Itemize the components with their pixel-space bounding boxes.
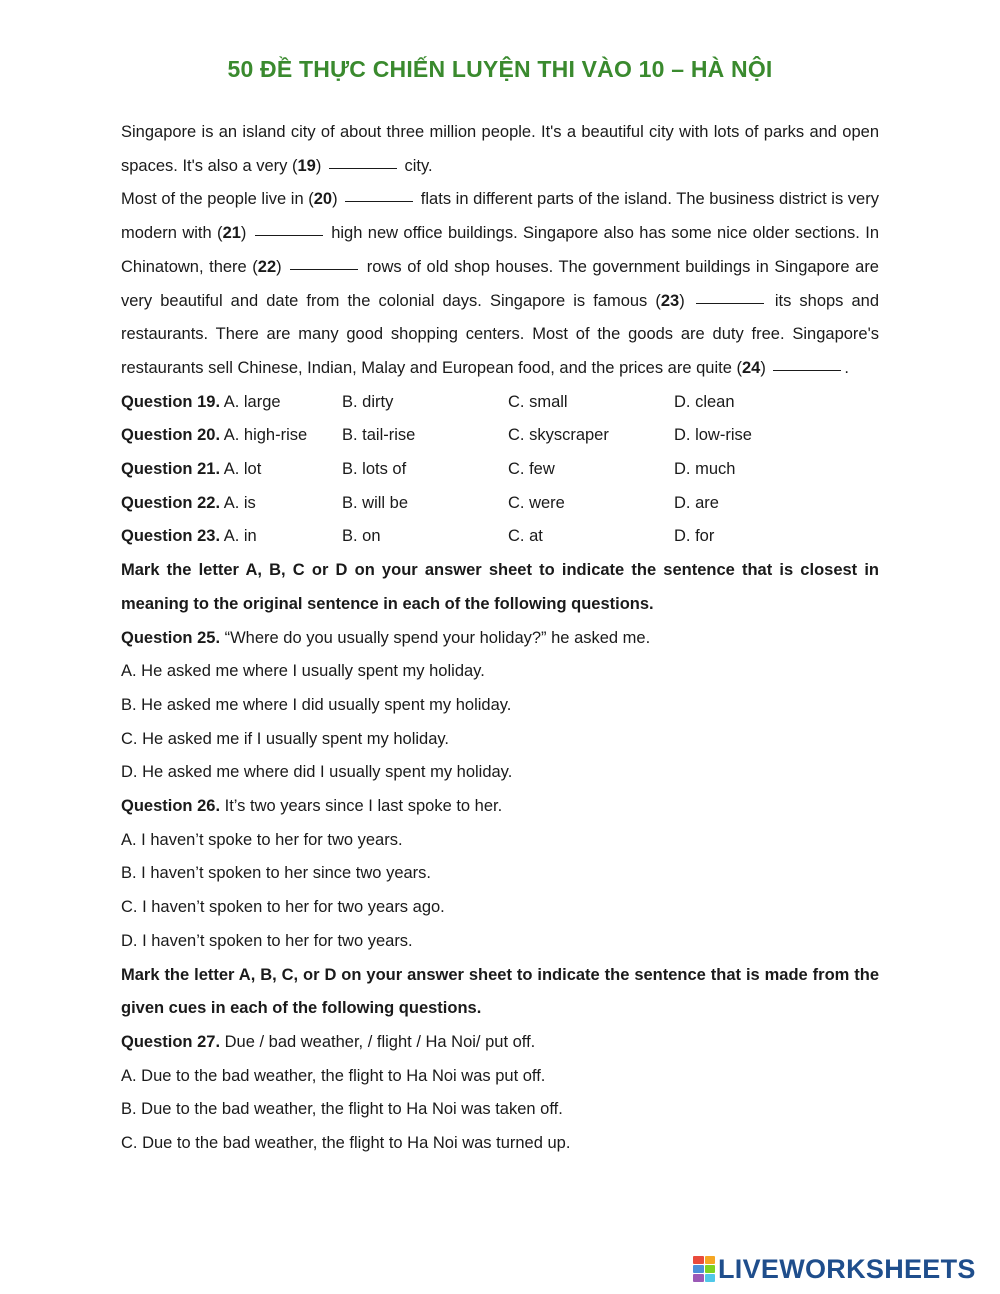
option-d[interactable]: D. for [674,527,715,546]
logo-block [705,1274,716,1282]
passage-text: ) [760,358,771,377]
liveworksheets-logo-icon [693,1256,715,1282]
blank-19[interactable] [329,167,397,169]
blank-23[interactable] [696,302,764,304]
logo-text: LIVEWORKSHEETS [718,1253,976,1284]
blank-20[interactable] [345,200,413,202]
question-label: Question 26. [121,797,221,816]
answer-option[interactable]: A. Due to the bad weather, the flight to Ha Noi was put off. [121,1066,546,1085]
passage-text: flats in different parts of the island. The business district is very modern with ( [121,190,879,243]
passage-text: Most of the people live in ( [121,190,314,209]
question-row-19 [121,386,879,420]
passage-text: ) [240,224,252,243]
blank-number-24: 24 [741,358,761,377]
answer-option[interactable]: A. I haven’t spoke to her for two years. [121,830,403,849]
question-text: It’s two years since I last spoke to her. [220,797,503,816]
option-b[interactable]: B. will be [342,493,409,512]
logo-block [705,1265,716,1273]
option-a[interactable]: A. large [223,392,281,411]
option-d[interactable]: D. much [674,460,736,479]
blank-number-22: 22 [257,257,277,276]
question-row-22 [121,487,879,521]
passage-text: high new office buildings. Singapore also has some nice older sections. In Chinatown, there ( [121,224,880,276]
passage-text: rows of old shop houses. The government buildings in Singapore are very beautiful and date from the colonial days. Singapore is famous ( [121,257,879,310]
question-row-20 [121,419,879,453]
question-label: Question 23. [121,527,221,546]
option-a[interactable]: A. lot [223,460,262,479]
question-stem [121,790,879,824]
passage-text: ) [315,156,326,175]
answer-option[interactable]: B. Due to the bad weather, the flight to Ha Noi was taken off. [121,1100,563,1119]
blank-number-19: 19 [297,156,316,175]
question-text: “Where do you usually spend your holiday?” he asked me. [220,628,651,647]
answer-option[interactable]: C. He asked me if I usually spent my holiday. [121,729,450,748]
question-label: Question 19. [121,392,221,411]
answer-option[interactable]: D. He asked me where did I usually spent my holiday. [121,763,513,782]
worksheet-content [121,116,879,1161]
option-a[interactable]: A. is [223,493,256,512]
option-c[interactable]: C. few [508,460,555,479]
answer-option[interactable]: D. I haven’t spoken to her for two years. [121,931,413,950]
option-c[interactable]: C. small [508,392,568,411]
option-c[interactable]: C. at [508,527,543,546]
option-d[interactable]: D. are [674,493,719,512]
section-instruction: Mark the letter A, B, C or D on your answer sheet to indicate the sentence that is closest in meaning to the original sentence in each of the following questions. [121,561,879,613]
logo-block [693,1274,704,1282]
blank-22[interactable] [290,268,358,270]
passage-text: ) [332,190,343,209]
logo-block [693,1265,704,1273]
blank-24[interactable] [773,369,841,371]
blank-number-23: 23 [660,291,680,310]
blank-21[interactable] [255,234,323,236]
section-instruction: Mark the letter A, B, C, or D on your answer sheet to indicate the sentence that is made from the given cues in each of the following questions. [121,965,879,1018]
question-label: Question 27. [121,1032,221,1051]
question-label: Question 22. [121,493,221,512]
logo-block [705,1256,716,1264]
passage-text: . [844,358,850,377]
liveworksheets-logo[interactable] [693,1252,976,1286]
passage-text: Singapore is an island city of about three million people. It's a beautiful city with lots of parks and open spaces. It's also a very ( [121,123,879,175]
question-stem [121,622,879,656]
answer-option[interactable]: C. I haven’t spoken to her for two years ago. [121,898,445,917]
option-b[interactable]: B. lots of [342,460,407,479]
answer-option[interactable]: B. He asked me where I did usually spent my holiday. [121,695,512,714]
answer-option[interactable]: A. He asked me where I usually spent my holiday. [121,662,485,681]
option-b[interactable]: B. dirty [342,392,394,411]
question-stem [121,1026,879,1060]
question-label: Question 21. [121,460,221,479]
question-row-23 [121,520,879,554]
option-b[interactable]: B. tail-rise [342,426,416,445]
option-d[interactable]: D. clean [674,392,735,411]
blank-number-20: 20 [313,190,333,209]
question-label: Question 20. [121,426,221,445]
answer-option[interactable]: C. Due to the bad weather, the flight to Ha Noi was turned up. [121,1134,571,1153]
passage-text: city. [399,156,433,175]
reading-passage [121,116,879,386]
option-a[interactable]: A. high-rise [223,426,308,445]
option-c[interactable]: C. were [508,493,565,512]
option-c[interactable]: C. skyscraper [508,426,609,445]
page-title: 50 ĐỀ THỰC CHIẾN LUYỆN THI VÀO 10 – HÀ NỘI [227,56,773,82]
question-text: Due / bad weather, / flight / Ha Noi/ put off. [220,1032,536,1051]
blank-number-21: 21 [222,224,241,243]
option-d[interactable]: D. low-rise [674,426,752,445]
passage-text: ) [679,291,693,310]
logo-block [693,1256,704,1264]
question-row-21 [121,453,879,487]
answer-option[interactable]: B. I haven’t spoken to her since two years. [121,864,431,883]
passage-text: its shops and restaurants. There are many good shopping centers. Most of the goods are duty free. Singapore's restaurants sell Chinese, Indian, Malay and European food, and the prices are quite ( [121,291,879,377]
question-label: Question 25. [121,628,221,647]
option-b[interactable]: B. on [342,527,381,546]
passage-text: ) [276,257,288,276]
option-a[interactable]: A. in [223,527,257,546]
